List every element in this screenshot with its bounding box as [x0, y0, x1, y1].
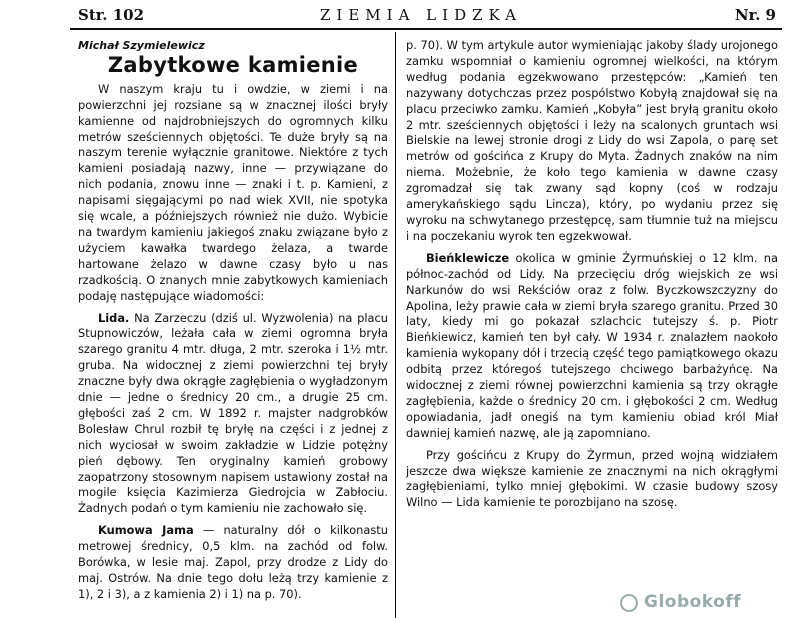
gosciniec-paragraph: Przy gościńcu z Krupy do Żyrmun, przed wojną widziałem jeszcze dwa większe kamienie ze znacznymi na nich okrągłymi zagłębieniami, tylko mniej głębokimi. W czasie budowy szosy Wilno — Lida kamienie te porozbijano na szosę.	[406, 447, 778, 510]
page-number: Str. 102	[78, 6, 145, 24]
column-separator	[395, 32, 396, 618]
kobyla-paragraph: p. 70). W tym artykule autor wymieniając jakoby ślady urojonego zamku wspomniał o kamieniu ogromnej wielkości, na którym według podania egzekwowano przestępców: „Kamień ten nazywany dotychczas przez pospólstwo Kobyłą znajdował się na placu przeciwko zamku. Kamień „Kobyła” jest bryłą granitu około 2 mtr. sześciennych objętości i leży na scalonych gruntach wsi Bielskie na lewej stronie drogi z Lidy do wsi Zapola, o parę set metrów od gościńca z Krupy do Myta. Żadnych znaków na nim niema. Możebnie, że koło tego kamienia w dawne czasy zgromadzał się tak zwany sąd kopny (coś w rodzaju amerykańskiego sądu Lincza), który, po wydaniu przez się wyroku na schwytanego przestępcę, sam tłumnie tuż na miejscu i na poczekaniu wyrok ten egzekwował.	[406, 38, 778, 243]
bienklewicze-heading: Bieńklewicze	[426, 250, 510, 265]
kumowa-paragraph	[78, 523, 388, 603]
watermark-globe-icon	[620, 594, 638, 612]
watermark-text: Globokoff	[644, 592, 742, 612]
lida-text: Na Zarzeczu (dziś ul. Wyzwolenia) na placu Stupnowiczów, leżała cała w ziemi ogromna bryła szarego granitu 4 mtr. długa, 2 mtr. szeroka i 1½ mtr. gruba. Na widocznej z ziemi powierzchni tej bryły znaczne były dwa okrągłe zagłębienia o wygładzonym dnie — jedne o średnicy 20 cm., a drugie 25 cm. głębości zaś 2 cm. W 1892 r. majster nadgrobków Bolesław Chrul rozbił tę bryłę na części i z jednej z nich wyciosał w swoim zakładzie w Lidzie potężny pień dębowy. Ten oryginalny kamień grobowy zaopatrzony stosownym napisem ustawiony został na mogile księcia Kazimierza Giedrojcia w Zabłociu. Żadnych podań o tym kamieniu nie zachowało się.	[78, 310, 388, 516]
bienklewicze-text: okolica w gminie Żyrmuńskiej o 12 klm. na północ-zachód od Lidy. Na przecięciu dróg wiejskich ze wsi Narkunów do wsi Rekściów oraz z folw. Byczkowszczyzny do Apolina, leży prawie cała w ziemi bryła szarego granitu. Przed 30 laty, kiedy mi go pokazał szlachcic tutejszy ś. p. Piotr Bieńkiewicz, kamień ten był cały. W 1934 r. znalazłem naokoło kamienia wykopany dół i trzecią część tego pamiątkowego okazu odbitą przez któregoś tutejszego chciwego barbażyńcę. Na widocznej z ziemi równej powierzchni kamienia są trzy okrągłe zagłębienia, każde o średnicy 20 cm. i głębokości 2 cm. Według opowiadania, jadł onegiś na tym kamieniu obiad król Miał dawniej kamień nazwę, ale ją zapomniano.	[406, 250, 778, 440]
issue-number: Nr. 9	[734, 6, 776, 24]
kumowa-heading: Kumowa Jama	[98, 523, 194, 538]
watermark	[620, 592, 790, 616]
left-column	[78, 38, 388, 603]
header-rule	[70, 28, 782, 30]
journal-title: ZIEMIA LIDZKA	[320, 6, 522, 24]
lida-paragraph	[78, 311, 388, 518]
article-author: Michał Szymielewicz	[78, 39, 205, 52]
kumowa-text: — naturalny dół o kilkonastu metrowej średnicy, 0,5 klm. na zachód od folw. Borówka, w lesie maj. Zapol, przy drodze z Lidy do maj. Ostrów. Na dnie tego dołu leżą trzy kamienie z 1), 2 i 3), a z kamienia 2) i 1) na p. 70).	[78, 523, 388, 601]
bienklewicze-paragraph	[406, 251, 778, 442]
lida-heading: Lida.	[98, 310, 130, 325]
intro-paragraph: W naszym kraju tu i owdzie, w ziemi i na powierzchni jej rozsiane są w znacznej ilości bryły kamienne od najdrobniejszych do ogromnych kilku metrów sześciennych objętości. Te duże bryły są na naszym terenie wyłącznie granitowe. Niektóre z tych kamieni posiadają nazwy, inne — przywiązane do nich podania, znowu inne — znaki i t. p. Kamieni, z napisami sięgającymi po nad wiek XVII, nie spotyka się wcale, a późniejszych również nie dużo. Wybicie na twardym kamieniu jakiegoś znaku związane było z użyciem kawałka twardego żelaza, a twarde hartowane żelazo w dawne czasy było u nas rzadkością. O znanych mnie zabytkowych kamieniach podaję następujące wiadomości:	[78, 81, 388, 303]
right-column	[406, 38, 778, 511]
article-title: Zabytkowe kamienie	[107, 52, 359, 77]
